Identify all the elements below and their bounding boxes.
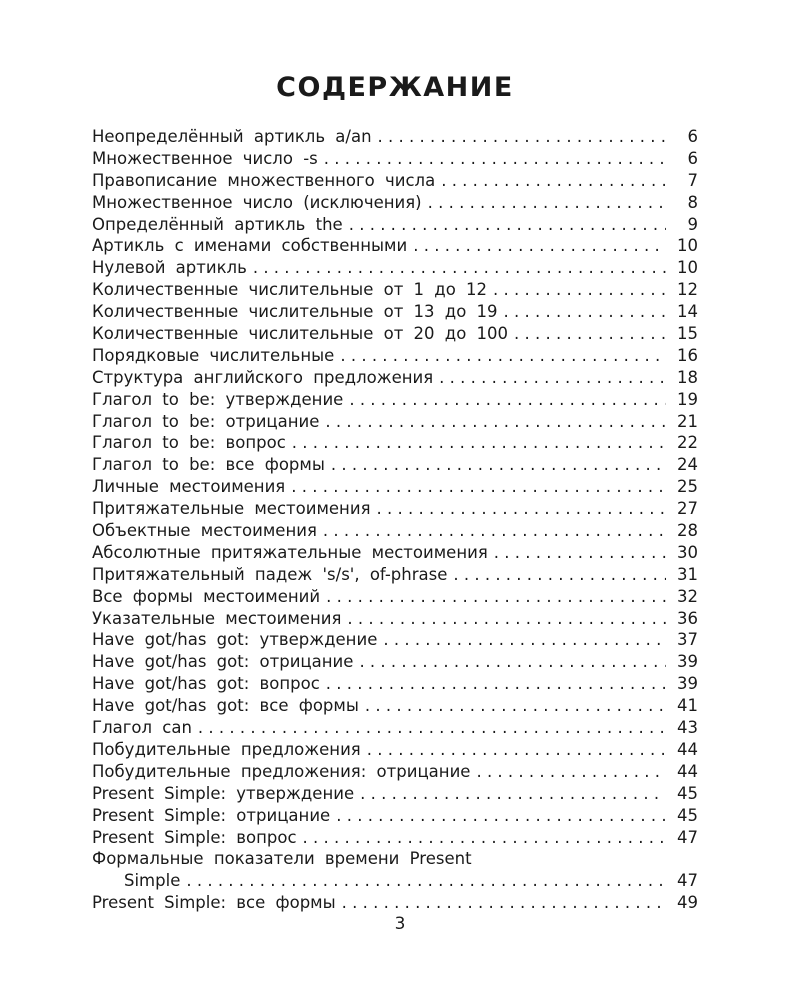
toc-entry [92, 695, 698, 717]
toc-entry-title: Объектные местоимения [92, 521, 317, 541]
toc-entry-title: Количественные числительные от 20 до 100 [92, 324, 509, 344]
toc-entry [92, 651, 698, 673]
toc-entry-page-number: 10 [677, 236, 698, 256]
toc-entry-title: Побудительные предложения [92, 739, 361, 759]
toc-list [92, 126, 698, 914]
toc-entry [92, 323, 698, 345]
toc-entry-title: Личные местоимения [92, 477, 286, 497]
dot-leader [514, 323, 666, 345]
page-number: 3 [394, 914, 406, 934]
dot-leader [186, 870, 666, 892]
toc-entry-page-number: 15 [677, 324, 698, 344]
dot-leader [349, 214, 666, 236]
toc-entry-title: Глагол to be: вопрос [92, 433, 286, 453]
toc-entry [92, 214, 698, 236]
toc-entry-title: Нулевой артикль [92, 258, 247, 278]
toc-entry-page-number: 18 [677, 367, 698, 387]
toc-entry [92, 629, 698, 651]
toc-entry-title: Структура английского предложения [92, 367, 434, 387]
dot-leader [378, 126, 666, 148]
toc-entry-title: Глагол to be: утверждение [92, 389, 344, 409]
toc-entry-page-number: 30 [677, 542, 698, 562]
toc-entry-title: Количественные числительные от 13 до 19 [92, 302, 498, 322]
toc-entry-title: Определённый артикль the [92, 214, 343, 234]
toc-entry-title: Формальные показатели времени Present [92, 849, 472, 869]
dot-leader [377, 498, 667, 520]
toc-entry-page-number: 37 [677, 630, 698, 650]
dot-leader [413, 235, 666, 257]
toc-entry [92, 148, 698, 170]
toc-entry-page-number: 19 [677, 389, 698, 409]
toc-entry-page-number: 9 [687, 214, 698, 234]
toc-entry [92, 542, 698, 564]
toc-entry [92, 564, 698, 586]
table-of-contents-page [92, 70, 698, 914]
toc-entry-title: Побудительные предложения: отрицание [92, 761, 471, 781]
toc-entry-page-number: 10 [677, 258, 698, 278]
dot-leader [428, 192, 666, 214]
dot-leader [383, 629, 666, 651]
toc-entry [92, 301, 698, 323]
toc-entry [92, 805, 698, 827]
toc-entry [92, 783, 698, 805]
dot-leader [292, 432, 666, 454]
dot-leader [325, 411, 666, 433]
toc-entry-page-number: 39 [677, 652, 698, 672]
toc-entry [92, 520, 698, 542]
dot-leader [453, 564, 666, 586]
toc-entry [92, 870, 698, 892]
toc-entry-title: Притяжательные местоимения [92, 499, 371, 519]
toc-entry-title: Количественные числительные от 1 до 12 [92, 280, 488, 300]
toc-entry-title: Множественное число (исключения) [92, 192, 422, 212]
toc-entry-page-number: 44 [677, 761, 698, 781]
toc-entry [92, 498, 698, 520]
toc-entry-title: Правописание множественного числа [92, 170, 436, 190]
toc-entry-title: Present Simple: утверждение [92, 783, 355, 803]
toc-entry-page-number: 45 [677, 805, 698, 825]
toc-entry [92, 279, 698, 301]
toc-entry-title: Have got/has got: вопрос [92, 674, 320, 694]
toc-entry-page-number: 41 [677, 696, 698, 716]
toc-entry [92, 126, 698, 148]
toc-entry-page-number: 12 [677, 280, 698, 300]
toc-entry-page-number: 49 [677, 893, 698, 913]
toc-entry-title: Неопределённый артикль a/an [92, 127, 372, 146]
toc-entry [92, 586, 698, 608]
dot-leader [476, 761, 666, 783]
toc-entry-title: Present Simple: вопрос [92, 827, 297, 847]
dot-leader [504, 301, 666, 323]
toc-entry [92, 257, 698, 279]
toc-entry [92, 892, 698, 914]
toc-entry [92, 367, 698, 389]
dot-leader [359, 651, 666, 673]
dot-leader [323, 520, 666, 542]
toc-entry-title: Глагол to be: все формы [92, 455, 325, 475]
toc-entry [92, 389, 698, 411]
toc-entry [92, 454, 698, 476]
toc-entry-title: Множественное число -s [92, 148, 318, 168]
dot-leader [253, 257, 666, 279]
toc-entry [92, 717, 698, 739]
toc-entry [92, 673, 698, 695]
toc-entry-page-number: 21 [677, 411, 698, 431]
toc-entry-page-number: 28 [677, 521, 698, 541]
dot-leader [291, 476, 666, 498]
dot-leader [494, 542, 666, 564]
toc-entry-page-number: 27 [677, 499, 698, 519]
toc-entry-title: Притяжательный падеж 's/s', of-phrase [92, 564, 448, 584]
toc-entry-title: Порядковые числительные [92, 345, 335, 365]
toc-entry [92, 827, 698, 849]
toc-entry-title: Указательные местоимения [92, 608, 342, 628]
toc-entry-title: Have got/has got: отрицание [92, 652, 354, 672]
dot-leader [326, 673, 666, 695]
toc-entry-page-number: 44 [677, 739, 698, 759]
toc-entry [92, 235, 698, 257]
dot-leader [439, 367, 666, 389]
toc-entry-page-number: 8 [687, 192, 698, 212]
dot-leader [331, 454, 666, 476]
toc-entry-page-number: 6 [687, 127, 698, 146]
toc-entry [92, 848, 698, 870]
toc-entry-page-number: 43 [677, 718, 698, 738]
toc-entry-page-number: 47 [677, 871, 698, 891]
toc-entry [92, 761, 698, 783]
dot-leader [336, 805, 666, 827]
dot-leader [493, 279, 666, 301]
dot-leader [342, 892, 666, 914]
dot-leader [347, 608, 666, 630]
toc-entry [92, 608, 698, 630]
toc-entry-page-number: 47 [677, 827, 698, 847]
dot-leader [324, 148, 666, 170]
toc-entry-page-number: 25 [677, 477, 698, 497]
toc-entry [92, 192, 698, 214]
dot-leader [198, 717, 666, 739]
dot-leader [340, 345, 666, 367]
toc-entry [92, 432, 698, 454]
toc-entry-page-number: 7 [687, 170, 698, 190]
toc-entry-title: Present Simple: все формы [92, 893, 336, 913]
dot-leader [360, 783, 666, 805]
toc-entry-title: Глагол to be: отрицание [92, 411, 320, 431]
page-title: СОДЕРЖАНИЕ [276, 72, 514, 103]
toc-entry-page-number: 31 [677, 564, 698, 584]
toc-entry-page-number: 16 [677, 345, 698, 365]
toc-entry [92, 345, 698, 367]
dot-leader [326, 586, 666, 608]
toc-entry-page-number: 45 [677, 783, 698, 803]
toc-entry [92, 170, 698, 192]
toc-entry [92, 476, 698, 498]
toc-entry-title: Have got/has got: все формы [92, 696, 359, 716]
toc-entry-title: Present Simple: отрицание [92, 805, 331, 825]
dot-leader [441, 170, 666, 192]
dot-leader [303, 827, 666, 849]
toc-entry-page-number: 14 [677, 302, 698, 322]
toc-entry [92, 411, 698, 433]
dot-leader [365, 695, 666, 717]
dot-leader [367, 739, 666, 761]
toc-entry-page-number: 32 [677, 586, 698, 606]
toc-entry-title: Все формы местоимений [92, 586, 321, 606]
toc-entry-page-number: 39 [677, 674, 698, 694]
dot-leader [349, 389, 666, 411]
toc-entry-title: Have got/has got: утверждение [92, 630, 378, 650]
toc-entry-page-number: 36 [677, 608, 698, 628]
toc-entry [92, 739, 698, 761]
toc-entry-title: Simple [124, 871, 181, 891]
toc-entry-title: Артикль с именами собственными [92, 236, 408, 256]
toc-entry-page-number: 6 [687, 148, 698, 168]
toc-entry-title: Глагол can [92, 718, 192, 738]
toc-entry-page-number: 22 [677, 433, 698, 453]
toc-entry-title: Абсолютные притяжательные местоимения [92, 542, 488, 562]
toc-entry-page-number: 24 [677, 455, 698, 475]
